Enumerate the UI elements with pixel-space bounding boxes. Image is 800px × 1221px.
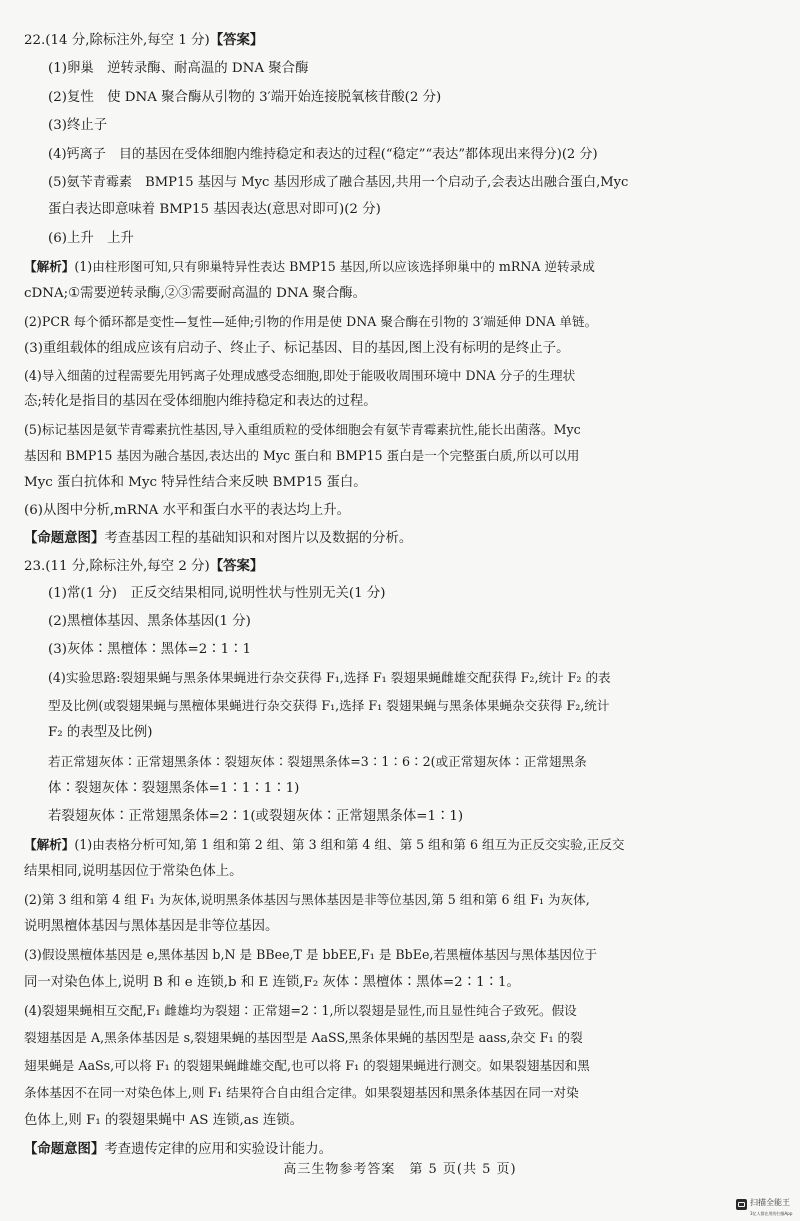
page-footer: 高三生物参考答案 第 5 页(共 5 页) <box>283 1162 517 1177</box>
watermark <box>736 1197 793 1216</box>
q22-analysis-4: (3)重组载体的组成应该有启动子、终止子、标记基因、目的基因,图上没有标明的是终止子。 <box>24 341 570 356</box>
q23-analysis-9: 翅果蝇是 AaSs,可以将 F₁ 的裂翅果蝇雌雄交配,也可以将 F₁ 的裂翅果蝇进行测交。如果裂翅基因和黑 <box>24 1058 590 1073</box>
section-tag: 【解析】 <box>24 259 75 274</box>
q23-analysis-5: (3)假设黑檀体基因是 e,黑体基因 b,N 是 BBee,T 是 bbEE,F₁ 是 BbEe,若黑檀体基因与黑体基因位于 <box>24 947 598 962</box>
q22-answer-1: (1)卵巢 逆转录酶、耐高温的 DNA 聚合酶 <box>48 61 309 76</box>
q22-answer-4: (4)钙离子 目的基因在受体细胞内维持稳定和表达的过程(“稳定”“表达”都体现出来得分)(2 分) <box>48 147 598 162</box>
watermark-brand: 扫描全能王 <box>750 1198 790 1207</box>
section-tag: 【答案】 <box>209 558 264 574</box>
section-tag: 【解析】 <box>24 837 75 852</box>
q22-answer-5: (5)氨苄青霉素 BMP15 基因与 Myc 基因形成了融合基因,共用一个启动子,会表达出融合蛋白,Myc <box>48 175 629 190</box>
q23-answer-result-1-cont: 体∶裂翅灰体∶裂翅黑条体=1∶1∶1∶1) <box>48 781 300 796</box>
q23-analysis-2: 结果相同,说明基因位于常染色体上。 <box>24 864 243 879</box>
q22-analysis-8: 基因和 BMP15 基因为融合基因,表达出的 Myc 蛋白和 BMP15 蛋白是一个完整蛋白质,所以可以用 <box>24 448 580 463</box>
q22-answer-5-cont: 蛋白表达即意味着 BMP15 基因表达(意思对即可)(2 分) <box>48 202 381 217</box>
q23-answer-result-1: 若正常翅灰体∶正常翅黑条体∶裂翅灰体∶裂翅黑条体=3∶1∶6∶2(或正常翅灰体∶正常翅黑条 <box>48 754 587 769</box>
q22-analysis-9: Myc 蛋白抗体和 Myc 特异性结合来反映 BMP15 蛋白。 <box>24 475 367 490</box>
q23-answer-3: (3)灰体∶黑檀体∶黑体=2∶1∶1 <box>48 642 252 657</box>
q23-analysis-8: 裂翅基因是 A,黑条体基因是 s,裂翅果蝇的基因型是 AaSS,黑条体果蝇的基因型是 aass,杂交 F₁ 的裂 <box>24 1030 583 1045</box>
q22-answer-3: (3)终止子 <box>48 118 108 133</box>
q23-answer-2: (2)黑檀体基因、黑条体基因(1 分) <box>48 614 251 629</box>
q23-answer-1: (1)常(1 分) 正反交结果相同,说明性状与性别无关(1 分) <box>48 586 386 601</box>
q23-analysis-3: (2)第 3 组和第 4 组 F₁ 为灰体,说明黑条体基因与黑体基因是非等位基因,第 5 组和第 6 组 F₁ 为灰体, <box>24 892 590 907</box>
watermark-text <box>750 1198 792 1218</box>
q22-analysis-6: 态;转化是指目的基因在受体细胞内维持稳定和表达的过程。 <box>24 394 377 409</box>
q22-analysis-5: (4)导入细菌的过程需要先用钙离子处理成感受态细胞,即处于能吸收周围环境中 DNA 分子的生理状 <box>24 368 576 383</box>
q23-analysis-4: 说明黑檀体基因与黑体基因是非等位基因。 <box>24 919 279 934</box>
q22-analysis-3: (2)PCR 每个循环都是变性—复性—延伸;引物的作用是使 DNA 聚合酶在引物的 3′端延伸 DNA 单链。 <box>24 314 598 329</box>
section-tag: 【命题意图】 <box>24 1141 105 1157</box>
q22-analysis-2: cDNA;①需要逆转录酶,②③需要耐高温的 DNA 聚合酶。 <box>24 286 367 301</box>
section-tag: 【命题意图】 <box>24 530 105 546</box>
q22-header: 22.(14 分,除标注外,每空 1 分)【答案】 <box>24 32 264 48</box>
q23-analysis-7: (4)裂翅果蝇相互交配,F₁ 雌雄均为裂翅∶正常翅=2∶1,所以裂翅是显性,而且显性纯合子致死。假设 <box>24 1003 577 1018</box>
q22-analysis-10: (6)从图中分析,mRNA 水平和蛋白水平的表达均上升。 <box>24 503 351 518</box>
q23-header: 23.(11 分,除标注外,每空 2 分)【答案】 <box>24 558 264 574</box>
q23-answer-result-2: 若裂翅灰体∶正常翅黑条体=2∶1(或裂翅灰体∶正常翅黑条体=1∶1) <box>48 809 464 824</box>
q23-answer-4-cont2: F₂ 的表型及比例) <box>48 725 153 740</box>
q23-intent: 【命题意图】考查遗传定律的应用和实验设计能力。 <box>24 1141 332 1157</box>
q23-analysis-6: 同一对染色体上,说明 B 和 e 连锁,b 和 E 连锁,F₂ 灰体∶黑檀体∶黑体=2∶1∶1。 <box>24 975 520 990</box>
watermark-subtext: 3亿人都在用的扫描App <box>750 1211 793 1216</box>
q23-answer-4: (4)实验思路:裂翅果蝇与黑条体果蝇进行杂交获得 F₁,选择 F₁ 裂翅果蝇雌雄交配获得 F₂,统计 F₂ 的表 <box>48 670 611 685</box>
q22-answer-2: (2)复性 使 DNA 聚合酶从引物的 3′端开始连接脱氧核苷酸(2 分) <box>48 90 442 105</box>
q23-answer-4-cont: 型及比例(或裂翅果蝇与黑檀体果蝇进行杂交获得 F₁,选择 F₁ 裂翅果蝇与黑条体果蝇杂交获得 F₂,统计 <box>48 698 610 713</box>
q22-answer-6: (6)上升 上升 <box>48 231 134 246</box>
scanner-icon <box>736 1199 747 1210</box>
q22-intent: 【命题意图】考查基因工程的基础知识和对图片以及数据的分析。 <box>24 530 413 546</box>
q22-analysis-1: 【解析】(1)由柱形图可知,只有卵巢特异性表达 BMP15 基因,所以应该选择卵巢中的 mRNA 逆转录成 <box>24 259 595 274</box>
q22-analysis-7: (5)标记基因是氨苄青霉素抗性基因,导入重组质粒的受体细胞会有氨苄青霉素抗性,能长出菌落。Myc <box>24 422 581 437</box>
section-tag: 【答案】 <box>209 32 264 48</box>
q23-analysis-10: 条体基因不在同一对染色体上,则 F₁ 结果符合自由组合定律。如果裂翅基因和黑条体基因在同一对染 <box>24 1085 579 1100</box>
q23-analysis-1: 【解析】(1)由表格分析可知,第 1 组和第 2 组、第 3 组和第 4 组、第 5 组和第 6 组互为正反交实验,正反交 <box>24 837 625 852</box>
q23-analysis-11: 色体上,则 F₁ 的裂翅果蝇中 AS 连锁,as 连锁。 <box>24 1113 304 1128</box>
